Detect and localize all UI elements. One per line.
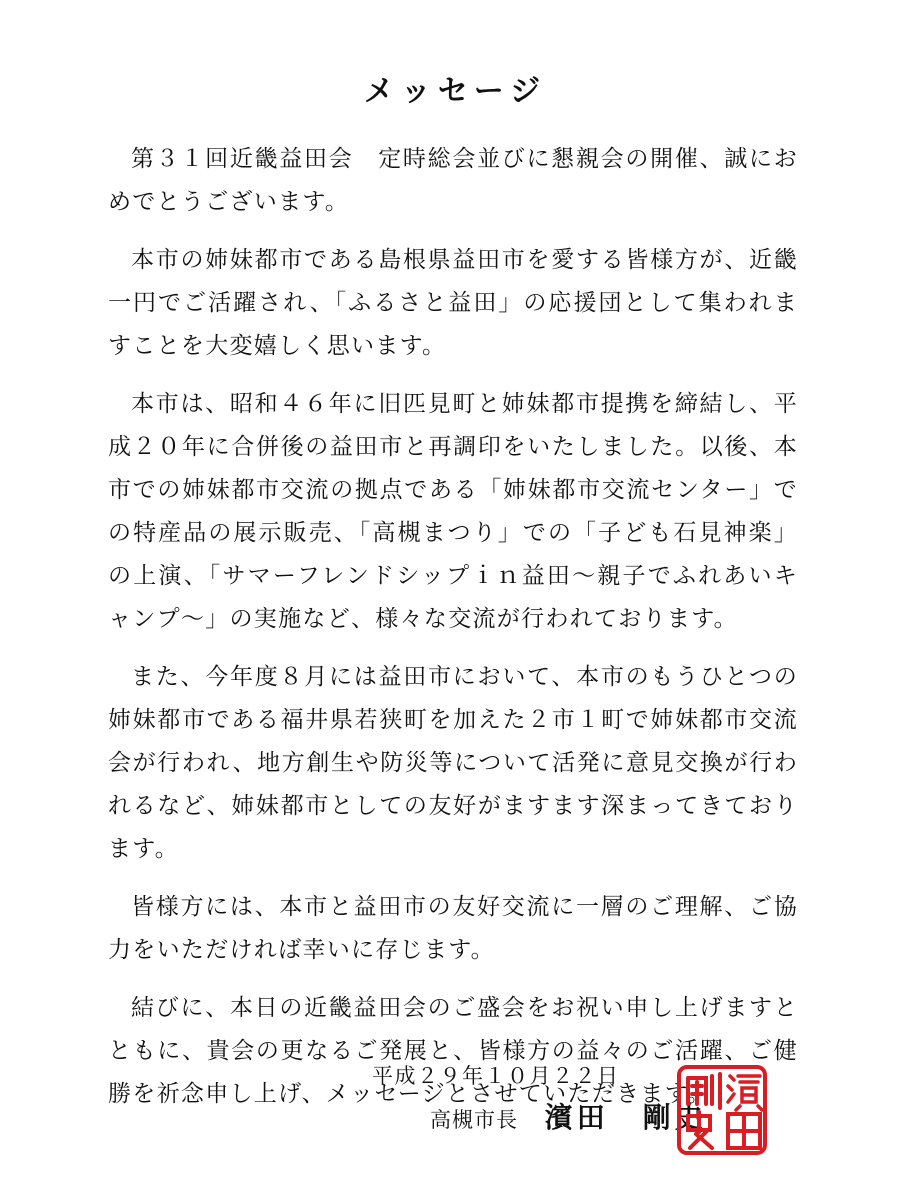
document-date: 平成２９年１０月２２日 xyxy=(372,1064,620,1088)
paragraph-opening: 第３１回近畿益田会 定時総会並びに懇親会の開催、誠におめでとうございます。 xyxy=(108,146,798,215)
paragraph-history: 本市は、昭和４６年に旧匹見町と姉妹都市提携を締結し、平成２０年に合併後の益田市と再調印をいたしました。以後、本市での姉妹都市交流の拠点である「姉妹都市交流センター」での特産品の展示販売、「高槻まつり」での「子ども石見神楽」の上演、「サマーフレンドシップｉｎ益田～親子でふれあいキャンプ～」の実施など、様々な交流が行われております。 xyxy=(108,391,798,632)
signature-office: 高槻市長 xyxy=(430,1108,518,1132)
paragraph-greeting: 本市の姉妹都市である島根県益田市を愛する皆様方が、近畿一円でご活躍され、「ふるさと益田」の応援団として集われますことを大変嬉しく思います。 xyxy=(108,247,798,359)
message-body xyxy=(108,138,798,1131)
paragraph-closing: 結びに、本日の近畿益田会のご盛会をお祝い申し上げますとともに、貴会の更なるご発展と、皆様方の益々のご活躍、ご健勝を祈念申し上げ、メッセージとさせていただきます。 xyxy=(108,995,798,1107)
page-title: メッセージ xyxy=(363,74,548,110)
signature-block xyxy=(430,1096,707,1136)
paragraph-exchange: また、今年度８月には益田市において、本市のもうひとつの姉妹都市である福井県若狭町を加えた２市１町で姉妹都市交流会が行われ、地方創生や防災等について活発に意見交換が行われるなど、姉妹都市としての友好がますます深まってきております。 xyxy=(108,664,798,862)
paragraph-request: 皆様方には、本市と益田市の友好交流に一層のご理解、ご協力をいただければ幸いに存じます。 xyxy=(108,894,798,963)
signature-surname: 濱田 xyxy=(544,1101,609,1134)
signature-given-name: 剛史 xyxy=(642,1101,707,1134)
official-seal-icon xyxy=(676,1064,768,1156)
